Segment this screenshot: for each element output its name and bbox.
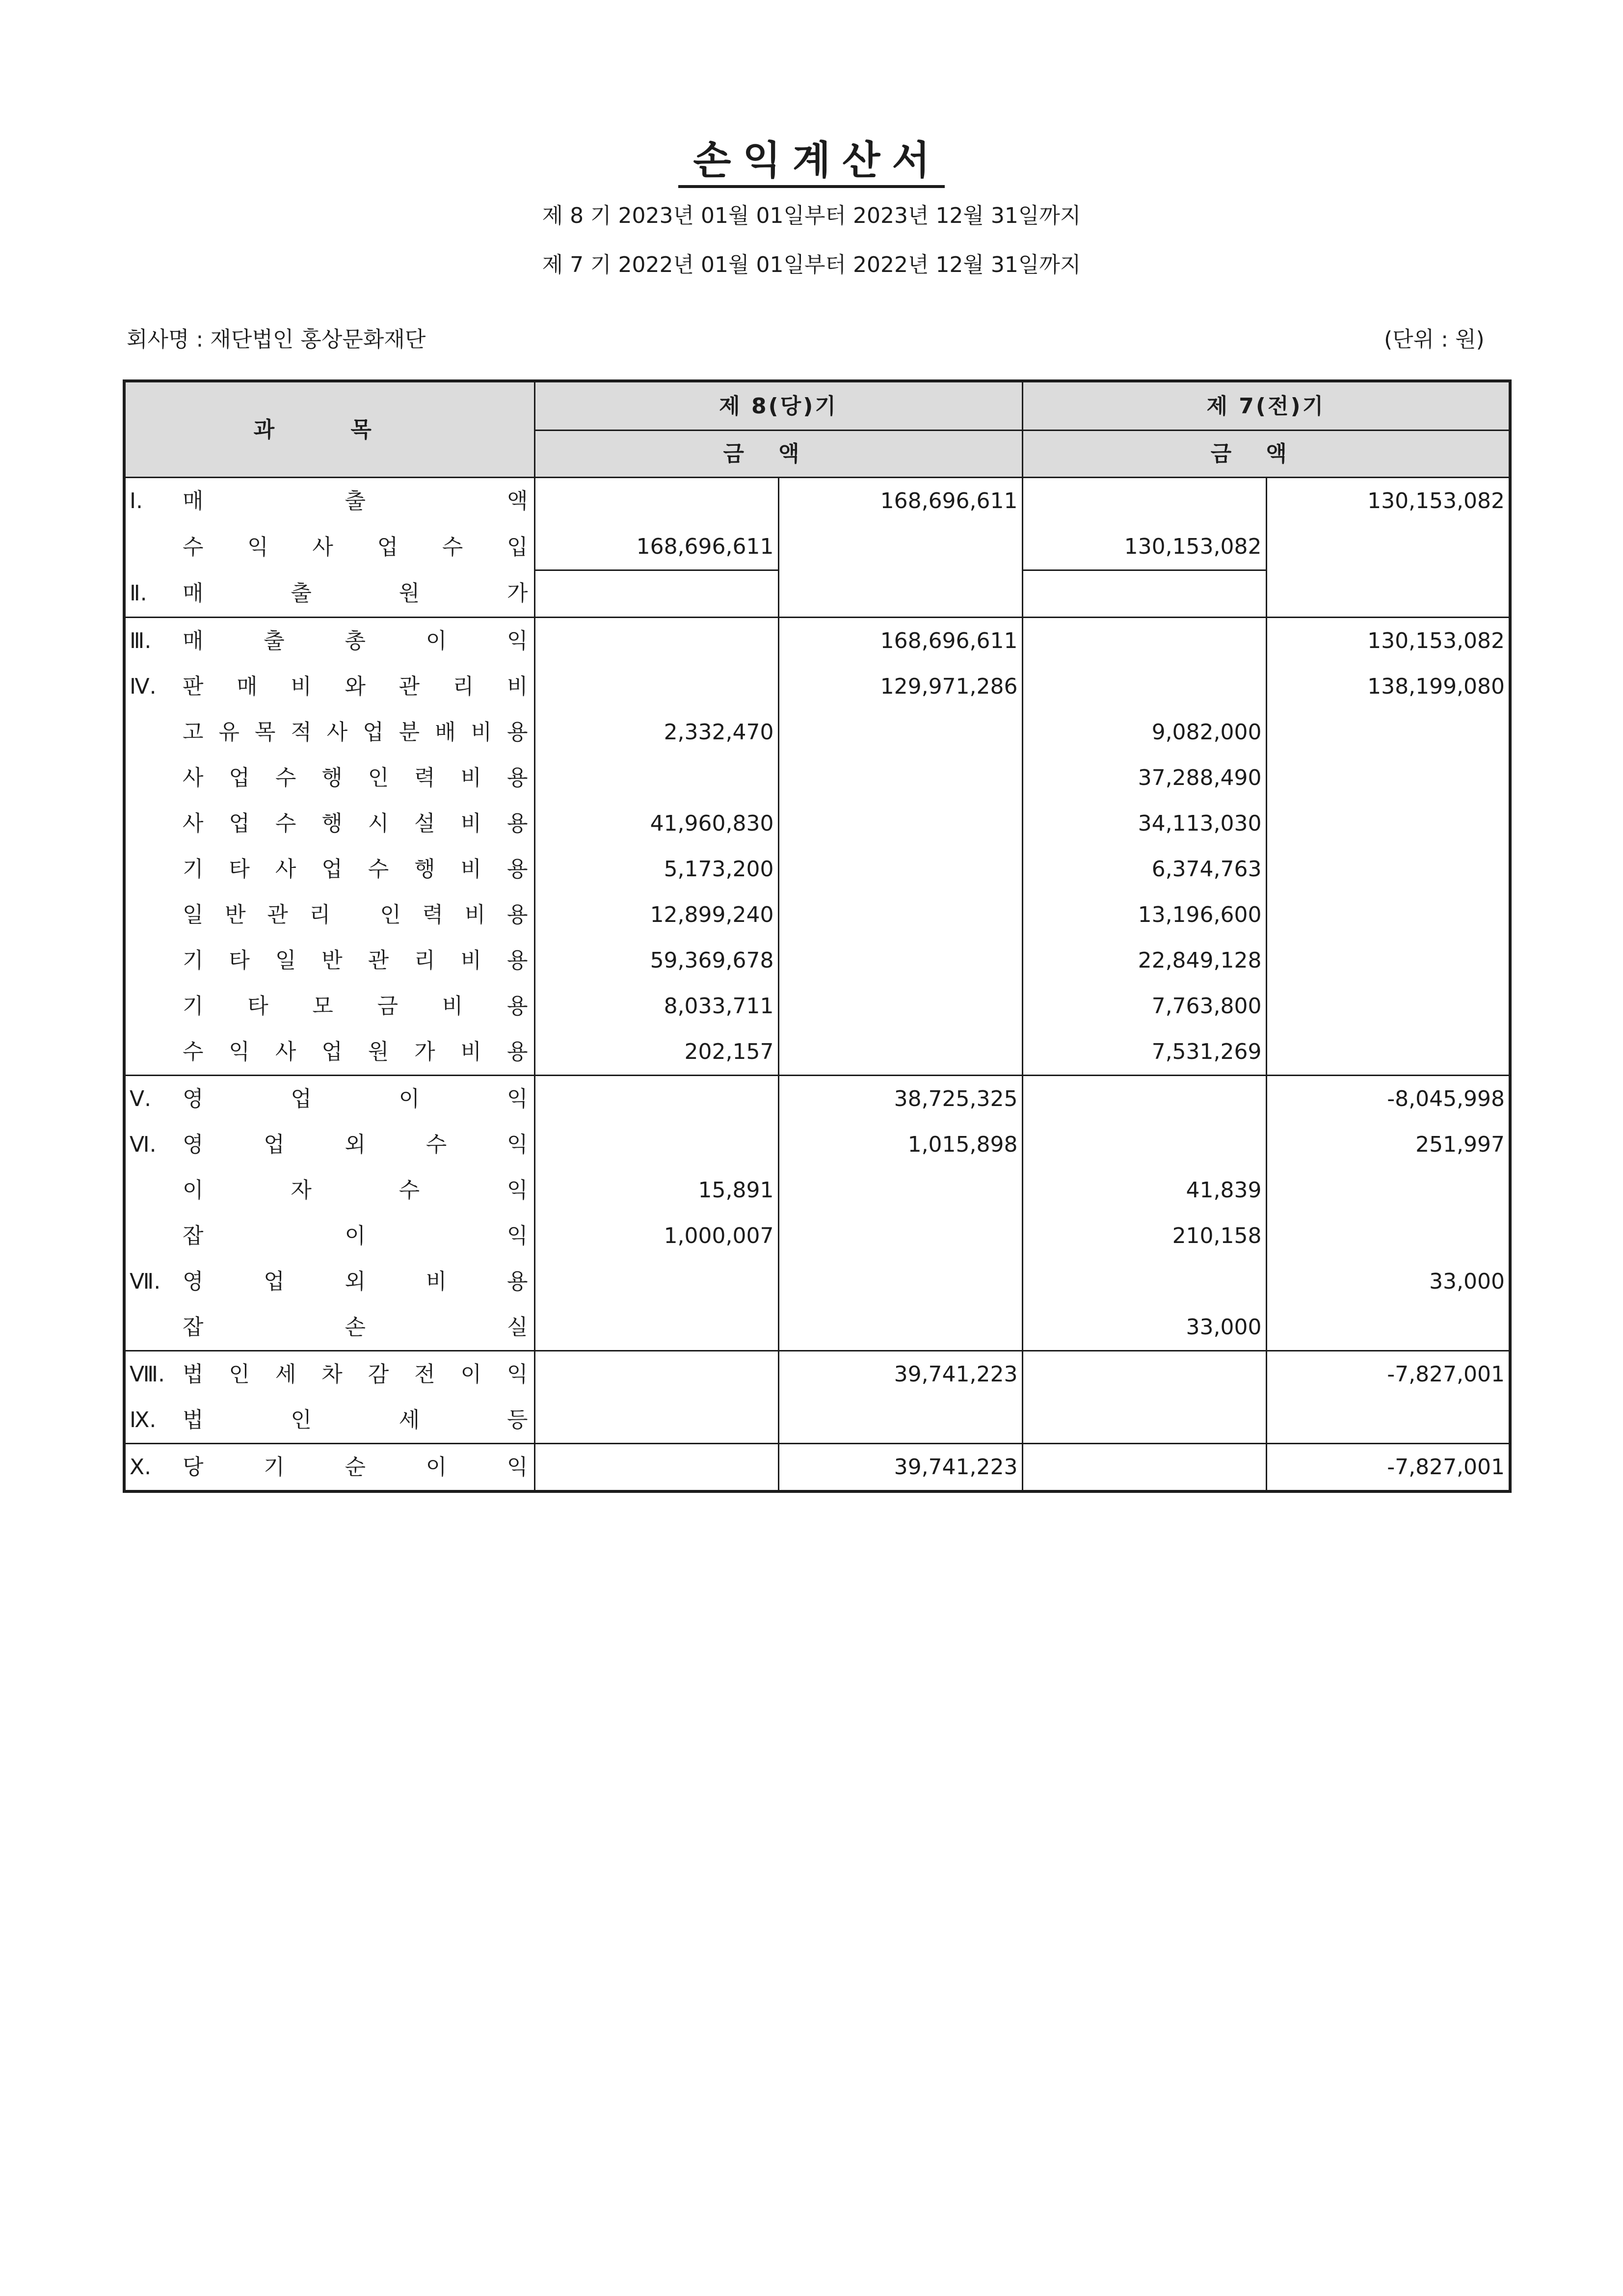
table-row [124, 1304, 1510, 1351]
prior-detail-amount [1022, 1076, 1266, 1122]
table-row [124, 846, 1510, 892]
table-row [124, 570, 1510, 618]
current-total-amount [778, 983, 1022, 1029]
account-name: 법 인 세 차 감 전 이 익 [183, 1362, 528, 1387]
current-total-amount [778, 938, 1022, 983]
document-title: 손익계산서 [0, 134, 1623, 188]
prior-total-amount: -7,827,001 [1266, 1444, 1510, 1492]
current-detail-amount [534, 1304, 778, 1351]
table-row [124, 1259, 1510, 1304]
account-cell [124, 709, 534, 755]
current-total-amount: 129,971,286 [778, 664, 1022, 709]
account-name: 기 타 일 반 관 리 비 용 [183, 948, 528, 973]
account-cell [124, 846, 534, 892]
account-cell [124, 892, 534, 938]
account-cell [124, 983, 534, 1029]
prior-total-amount: -7,827,001 [1266, 1351, 1510, 1398]
account-cell [124, 1397, 534, 1444]
prior-detail-amount: 7,763,800 [1022, 983, 1266, 1029]
prior-detail-amount [1022, 1351, 1266, 1398]
account-name: 영 업 외 수 익 [183, 1132, 528, 1157]
prior-total-amount [1266, 709, 1510, 755]
current-total-amount [778, 755, 1022, 801]
account-cell [124, 570, 534, 618]
account-cell [124, 1213, 534, 1259]
current-detail-amount: 8,033,711 [534, 983, 778, 1029]
table-row [124, 1444, 1510, 1492]
account-cell [124, 1122, 534, 1167]
account-name: 당 기 순 이 익 [183, 1455, 528, 1480]
roman-numeral: Ⅸ. [130, 1407, 157, 1432]
prior-detail-amount: 37,288,490 [1022, 755, 1266, 801]
prior-detail-amount [1022, 478, 1266, 524]
roman-numeral: Ⅲ. [130, 628, 152, 653]
prior-detail-amount: 210,158 [1022, 1213, 1266, 1259]
prior-detail-amount: 34,113,030 [1022, 801, 1266, 846]
current-total-amount [778, 1259, 1022, 1304]
prior-detail-amount [1022, 618, 1266, 664]
prior-total-amount [1266, 892, 1510, 938]
prior-detail-amount: 6,374,763 [1022, 846, 1266, 892]
current-total-amount [778, 1397, 1022, 1444]
current-detail-amount [534, 570, 778, 618]
prior-total-amount [1266, 1304, 1510, 1351]
current-total-amount [778, 1167, 1022, 1213]
table-row [124, 892, 1510, 938]
table-row [124, 524, 1510, 570]
current-detail-amount: 12,899,240 [534, 892, 778, 938]
header-account: 과 목 [124, 381, 534, 478]
current-total-amount [778, 1029, 1022, 1076]
account-cell [124, 1444, 534, 1492]
current-detail-amount [534, 1397, 778, 1444]
prior-detail-amount: 7,531,269 [1022, 1029, 1266, 1076]
account-name: 법 인 세 등 [183, 1407, 528, 1432]
account-cell [124, 1259, 534, 1304]
current-detail-amount [534, 1351, 778, 1398]
current-total-amount [778, 709, 1022, 755]
account-cell [124, 801, 534, 846]
table-row [124, 664, 1510, 709]
prior-detail-amount [1022, 570, 1266, 618]
prior-total-amount: 130,153,082 [1266, 618, 1510, 664]
company-name: 회사명 : 재단법인 홍상문화재단 [127, 327, 426, 352]
current-total-amount [778, 801, 1022, 846]
prior-total-amount: 138,199,080 [1266, 664, 1510, 709]
prior-detail-amount: 13,196,600 [1022, 892, 1266, 938]
unit-label: (단위 : 원) [1384, 327, 1485, 352]
account-name: 매 출 액 [183, 488, 528, 513]
prior-total-amount [1266, 755, 1510, 801]
prior-total-amount [1266, 938, 1510, 983]
current-detail-amount [534, 478, 778, 524]
current-total-amount: 168,696,611 [778, 478, 1022, 524]
prior-total-amount [1266, 1397, 1510, 1444]
current-detail-amount [534, 1259, 778, 1304]
prior-total-amount: 130,153,082 [1266, 478, 1510, 524]
current-detail-amount [534, 1444, 778, 1492]
account-name: 이 자 수 익 [183, 1178, 528, 1203]
table-row [124, 1397, 1510, 1444]
table-row [124, 1167, 1510, 1213]
account-name: 매 출 원 가 [183, 581, 528, 606]
account-name: 기 타 사 업 수 행 비 용 [183, 857, 528, 882]
table-row [124, 1213, 1510, 1259]
roman-numeral: Ⅵ. [130, 1132, 157, 1157]
roman-numeral: Ⅶ. [130, 1269, 161, 1294]
account-cell [124, 1351, 534, 1398]
current-total-amount [778, 892, 1022, 938]
current-total-amount [778, 570, 1022, 618]
prior-total-amount [1266, 801, 1510, 846]
prior-total-amount [1266, 846, 1510, 892]
header-current-amount: 금액 [534, 431, 1022, 478]
table-row [124, 1029, 1510, 1076]
account-cell [124, 1076, 534, 1122]
prior-total-amount: 33,000 [1266, 1259, 1510, 1304]
account-name: 매 출 총 이 익 [183, 628, 528, 653]
prior-detail-amount: 33,000 [1022, 1304, 1266, 1351]
account-name: 사 업 수 행 시 설 비 용 [183, 811, 528, 836]
prior-detail-amount: 130,153,082 [1022, 524, 1266, 570]
prior-detail-amount [1022, 1122, 1266, 1167]
account-name: 사 업 수 행 인 력 비 용 [183, 765, 528, 790]
income-statement-table [123, 379, 1512, 1493]
roman-numeral: Ⅳ. [130, 674, 157, 699]
prior-total-amount [1266, 983, 1510, 1029]
account-cell [124, 938, 534, 983]
account-cell [124, 524, 534, 570]
current-total-amount [778, 846, 1022, 892]
prior-total-amount [1266, 1213, 1510, 1259]
current-total-amount: 39,741,223 [778, 1444, 1022, 1492]
current-total-amount: 168,696,611 [778, 618, 1022, 664]
prior-total-amount: -8,045,998 [1266, 1076, 1510, 1122]
prior-detail-amount: 41,839 [1022, 1167, 1266, 1213]
current-total-amount [778, 1304, 1022, 1351]
account-cell [124, 618, 534, 664]
current-total-amount: 38,725,325 [778, 1076, 1022, 1122]
prior-detail-amount [1022, 1444, 1266, 1492]
prior-detail-amount: 9,082,000 [1022, 709, 1266, 755]
current-detail-amount: 15,891 [534, 1167, 778, 1213]
roman-numeral: Ⅷ. [130, 1362, 165, 1387]
prior-total-amount [1266, 1029, 1510, 1076]
current-total-amount [778, 524, 1022, 570]
roman-numeral: Ⅱ. [130, 581, 147, 606]
table-row [124, 983, 1510, 1029]
table-row [124, 1351, 1510, 1398]
current-detail-amount: 202,157 [534, 1029, 778, 1076]
current-detail-amount [534, 618, 778, 664]
account-name: 잡 손 실 [183, 1315, 528, 1340]
prior-detail-amount [1022, 1397, 1266, 1444]
roman-numeral: Ⅴ. [130, 1086, 152, 1111]
table-row [124, 709, 1510, 755]
prior-detail-amount [1022, 664, 1266, 709]
current-detail-amount: 59,369,678 [534, 938, 778, 983]
current-detail-amount [534, 1122, 778, 1167]
table-row [124, 1076, 1510, 1122]
roman-numeral: Ⅰ. [130, 488, 143, 513]
prior-total-amount [1266, 524, 1510, 570]
account-cell [124, 664, 534, 709]
account-name: 영 업 이 익 [183, 1086, 528, 1111]
table-row [124, 1122, 1510, 1167]
account-name: 수 익 사 업 수 입 [183, 534, 528, 560]
account-cell [124, 478, 534, 524]
account-name: 기 타 모 금 비 용 [183, 994, 528, 1019]
current-total-amount: 1,015,898 [778, 1122, 1022, 1167]
header-prior-period: 제 7(전)기 [1022, 381, 1510, 431]
account-name: 판 매 비 와 관 리 비 [183, 674, 528, 699]
table-row [124, 618, 1510, 664]
prior-total-amount: 251,997 [1266, 1122, 1510, 1167]
roman-numeral: Ⅹ. [130, 1455, 152, 1480]
account-cell [124, 1167, 534, 1213]
account-name: 영 업 외 비 용 [183, 1269, 528, 1294]
prior-detail-amount [1022, 1259, 1266, 1304]
period-current: 제 8 기 2023년 01월 01일부터 2023년 12월 31일까지 [542, 203, 1081, 228]
account-name: 수 익 사 업 원 가 비 용 [183, 1039, 528, 1064]
current-detail-amount: 41,960,830 [534, 801, 778, 846]
current-detail-amount: 2,332,470 [534, 709, 778, 755]
current-detail-amount [534, 664, 778, 709]
account-cell [124, 755, 534, 801]
table-row [124, 478, 1510, 524]
account-name: 잡 이 익 [183, 1223, 528, 1248]
prior-detail-amount: 22,849,128 [1022, 938, 1266, 983]
current-detail-amount: 1,000,007 [534, 1213, 778, 1259]
current-detail-amount [534, 755, 778, 801]
table-row [124, 755, 1510, 801]
table-row [124, 938, 1510, 983]
current-total-amount [778, 1213, 1022, 1259]
current-detail-amount: 5,173,200 [534, 846, 778, 892]
current-detail-amount [534, 1076, 778, 1122]
account-name: 고 유 목 적 사 업 분 배 비 용 [183, 720, 528, 745]
table-row [124, 801, 1510, 846]
header-current-period: 제 8(당)기 [534, 381, 1022, 431]
account-cell [124, 1029, 534, 1076]
header-prior-amount: 금액 [1022, 431, 1510, 478]
current-detail-amount: 168,696,611 [534, 524, 778, 570]
account-cell [124, 1304, 534, 1351]
account-name: 일 반 관 리 인 력 비 용 [183, 902, 528, 927]
table-header-row [124, 381, 1510, 431]
prior-total-amount [1266, 1167, 1510, 1213]
period-prior: 제 7 기 2022년 01월 01일부터 2022년 12월 31일까지 [542, 252, 1081, 277]
prior-total-amount [1266, 570, 1510, 618]
current-total-amount: 39,741,223 [778, 1351, 1022, 1398]
